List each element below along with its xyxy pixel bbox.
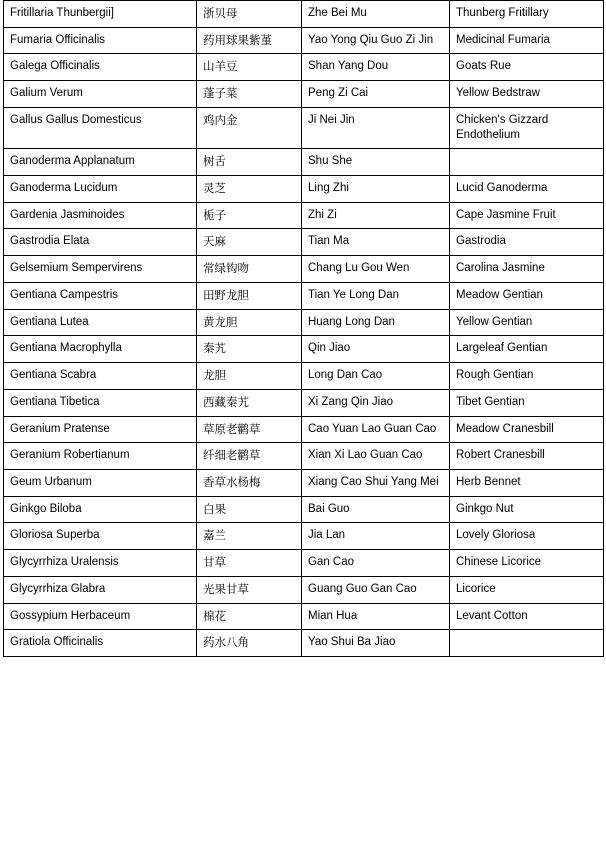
cell-latin-name: Gentiana Campestris	[4, 282, 197, 309]
cell-english-name: Cape Jasmine Fruit	[450, 202, 604, 229]
table-row	[4, 550, 604, 577]
table-row	[4, 469, 604, 496]
cell-english-name: Carolina Jasmine	[450, 256, 604, 283]
cell-pinyin: Shan Yang Dou	[302, 54, 450, 81]
cell-latin-name: Gentiana Lutea	[4, 309, 197, 336]
table-row	[4, 81, 604, 108]
table-row	[4, 54, 604, 81]
cell-chinese-characters: 田野龙胆	[197, 282, 302, 309]
cell-pinyin: Yao Yong Qiu Guo Zi Jin	[302, 27, 450, 54]
cell-latin-name: Gallus Gallus Domesticus	[4, 107, 197, 148]
cell-english-name: Licorice	[450, 576, 604, 603]
table-row	[4, 603, 604, 630]
cell-latin-name: Gossypium Herbaceum	[4, 603, 197, 630]
table-row	[4, 309, 604, 336]
cell-english-name: Levant Cotton	[450, 603, 604, 630]
cell-chinese-characters: 灵芝	[197, 176, 302, 203]
cell-pinyin: Xian Xi Lao Guan Cao	[302, 443, 450, 470]
cell-pinyin: Mian Hua	[302, 603, 450, 630]
cell-chinese-characters: 栀子	[197, 202, 302, 229]
table-row	[4, 496, 604, 523]
cell-english-name	[450, 630, 604, 657]
cell-chinese-characters: 浙贝母	[197, 1, 302, 28]
cell-latin-name: Gratiola Officinalis	[4, 630, 197, 657]
cell-english-name: Gastrodia	[450, 229, 604, 256]
cell-pinyin: Cao Yuan Lao Guan Cao	[302, 416, 450, 443]
cell-pinyin: Qin Jiao	[302, 336, 450, 363]
cell-latin-name: Gentiana Scabra	[4, 363, 197, 390]
cell-english-name: Ginkgo Nut	[450, 496, 604, 523]
cell-chinese-characters: 嘉兰	[197, 523, 302, 550]
cell-latin-name: Gastrodia Elata	[4, 229, 197, 256]
herb-table-body	[4, 1, 604, 657]
cell-chinese-characters: 甘草	[197, 550, 302, 577]
cell-english-name: Meadow Cranesbill	[450, 416, 604, 443]
table-row	[4, 416, 604, 443]
cell-english-name: Yellow Gentian	[450, 309, 604, 336]
table-row	[4, 149, 604, 176]
cell-chinese-characters: 白果	[197, 496, 302, 523]
cell-pinyin: Jia Lan	[302, 523, 450, 550]
cell-chinese-characters: 西藏秦艽	[197, 389, 302, 416]
cell-chinese-characters: 纤细老鹳草	[197, 443, 302, 470]
cell-latin-name: Gentiana Macrophylla	[4, 336, 197, 363]
cell-latin-name: Glycyrrhiza Glabra	[4, 576, 197, 603]
table-row	[4, 176, 604, 203]
cell-chinese-characters: 药用球果紫堇	[197, 27, 302, 54]
cell-latin-name: Ganoderma Applanatum	[4, 149, 197, 176]
cell-english-name: Meadow Gentian	[450, 282, 604, 309]
cell-pinyin: Xi Zang Qin Jiao	[302, 389, 450, 416]
cell-pinyin: Zhe Bei Mu	[302, 1, 450, 28]
cell-latin-name: Geranium Pratense	[4, 416, 197, 443]
cell-pinyin: Tian Ye Long Dan	[302, 282, 450, 309]
cell-chinese-characters: 龙胆	[197, 363, 302, 390]
cell-chinese-characters: 树舌	[197, 149, 302, 176]
cell-pinyin: Xiang Cao Shui Yang Mei	[302, 469, 450, 496]
cell-english-name: Chicken's Gizzard Endothelium	[450, 107, 604, 148]
cell-latin-name: Fritillaria Thunbergii]	[4, 1, 197, 28]
table-row	[4, 282, 604, 309]
cell-pinyin: Huang Long Dan	[302, 309, 450, 336]
cell-chinese-characters: 光果甘草	[197, 576, 302, 603]
cell-english-name: Thunberg Fritillary	[450, 1, 604, 28]
cell-chinese-characters: 山羊豆	[197, 54, 302, 81]
table-row	[4, 256, 604, 283]
cell-chinese-characters: 秦艽	[197, 336, 302, 363]
cell-chinese-characters: 常绿钩吻	[197, 256, 302, 283]
cell-pinyin: Bai Guo	[302, 496, 450, 523]
cell-chinese-characters: 药水八角	[197, 630, 302, 657]
table-row	[4, 389, 604, 416]
cell-pinyin: Ji Nei Jin	[302, 107, 450, 148]
cell-pinyin: Shu She	[302, 149, 450, 176]
cell-pinyin: Tian Ma	[302, 229, 450, 256]
cell-english-name: Rough Gentian	[450, 363, 604, 390]
cell-english-name: Robert Cranesbill	[450, 443, 604, 470]
cell-english-name: Lucid Ganoderma	[450, 176, 604, 203]
table-row	[4, 630, 604, 657]
cell-chinese-characters: 草原老鹳草	[197, 416, 302, 443]
cell-latin-name: Geum Urbanum	[4, 469, 197, 496]
cell-latin-name: Ginkgo Biloba	[4, 496, 197, 523]
cell-chinese-characters: 蓬子菜	[197, 81, 302, 108]
cell-pinyin: Guang Guo Gan Cao	[302, 576, 450, 603]
table-row	[4, 576, 604, 603]
cell-chinese-characters: 香草水杨梅	[197, 469, 302, 496]
cell-pinyin: Long Dan Cao	[302, 363, 450, 390]
cell-english-name: Lovely Gloriosa	[450, 523, 604, 550]
cell-latin-name: Gloriosa Superba	[4, 523, 197, 550]
cell-latin-name: Gardenia Jasminoides	[4, 202, 197, 229]
cell-chinese-characters: 鸡内金	[197, 107, 302, 148]
cell-english-name: Largeleaf Gentian	[450, 336, 604, 363]
cell-chinese-characters: 棉花	[197, 603, 302, 630]
cell-chinese-characters: 天麻	[197, 229, 302, 256]
table-row	[4, 107, 604, 148]
cell-latin-name: Glycyrrhiza Uralensis	[4, 550, 197, 577]
cell-english-name: Goats Rue	[450, 54, 604, 81]
cell-latin-name: Ganoderma Lucidum	[4, 176, 197, 203]
cell-english-name	[450, 149, 604, 176]
cell-pinyin: Gan Cao	[302, 550, 450, 577]
cell-latin-name: Gelsemium Sempervirens	[4, 256, 197, 283]
cell-pinyin: Yao Shui Ba Jiao	[302, 630, 450, 657]
cell-latin-name: Galega Officinalis	[4, 54, 197, 81]
cell-english-name: Medicinal Fumaria	[450, 27, 604, 54]
cell-pinyin: Ling Zhi	[302, 176, 450, 203]
cell-english-name: Herb Bennet	[450, 469, 604, 496]
cell-pinyin: Peng Zi Cai	[302, 81, 450, 108]
cell-english-name: Chinese Licorice	[450, 550, 604, 577]
herb-reference-table	[3, 0, 604, 657]
cell-latin-name: Fumaria Officinalis	[4, 27, 197, 54]
table-row	[4, 443, 604, 470]
table-row	[4, 363, 604, 390]
cell-english-name: Tibet Gentian	[450, 389, 604, 416]
table-row	[4, 523, 604, 550]
cell-pinyin: Chang Lu Gou Wen	[302, 256, 450, 283]
table-row	[4, 229, 604, 256]
cell-english-name: Yellow Bedstraw	[450, 81, 604, 108]
cell-latin-name: Galium Verum	[4, 81, 197, 108]
table-row	[4, 336, 604, 363]
table-row	[4, 27, 604, 54]
cell-pinyin: Zhi Zi	[302, 202, 450, 229]
table-row	[4, 1, 604, 28]
table-row	[4, 202, 604, 229]
cell-chinese-characters: 黄龙胆	[197, 309, 302, 336]
cell-latin-name: Gentiana Tibetica	[4, 389, 197, 416]
cell-latin-name: Geranium Robertianum	[4, 443, 197, 470]
